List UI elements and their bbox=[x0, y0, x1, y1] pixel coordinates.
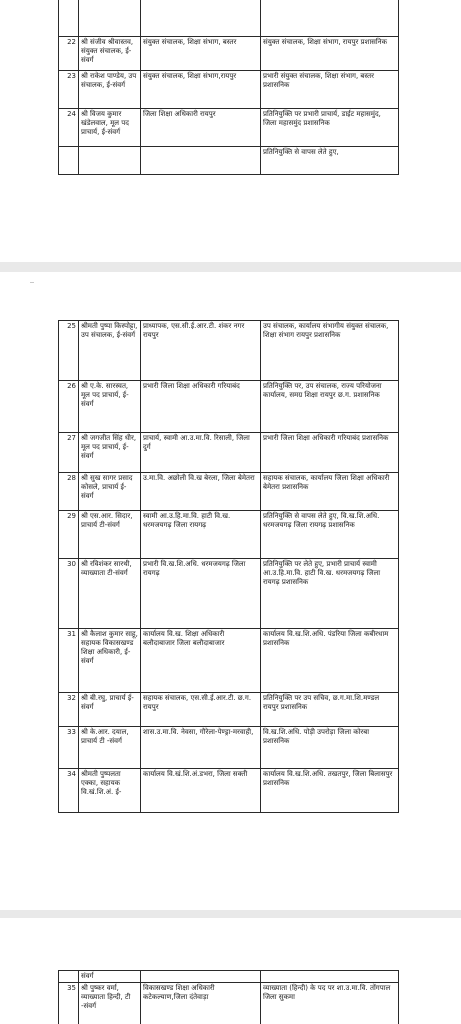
officer-name-cell: संवर्ग bbox=[79, 971, 141, 983]
table-row bbox=[59, 983, 399, 1024]
current-post-cell bbox=[141, 0, 261, 37]
officer-name-cell: श्रीमती पुष्पा किस्पोट्टा, उप संचालक, ई-संवर्ग bbox=[79, 321, 141, 381]
new-post-cell: प्रतिनियुक्ति से वापस लेते हुए, bbox=[261, 147, 399, 175]
row-number: 22 bbox=[59, 37, 79, 71]
row-number: 33 bbox=[59, 727, 79, 769]
row-number: 34 bbox=[59, 769, 79, 813]
officer-name-cell: श्री रविशंकर सारथी, व्याख्याता टी-संवर्ग bbox=[79, 559, 141, 629]
row-number: 27 bbox=[59, 433, 79, 473]
officer-name-cell: श्री सुख सागर प्रसाद कोसले, प्राचार्य ई-संवर्ग bbox=[79, 473, 141, 511]
current-post-cell bbox=[141, 971, 261, 983]
current-post-cell: संयुक्त संचालक, शिक्षा संभाग,रायपुर bbox=[141, 71, 261, 109]
table-row bbox=[59, 473, 399, 511]
officer-name-cell: श्री संजीव श्रीवास्तव, संयुक्त संचालक, ई-संवर्ग bbox=[79, 37, 141, 71]
current-post-cell: शास.उ.मा.वि. नेवसा, गौरेला-पेण्ड्रा-मरवाही, bbox=[141, 727, 261, 769]
officer-name-cell: श्री जगजीत सिंह धीर, मूल पद प्राचार्य, ई- संवर्ग bbox=[79, 433, 141, 473]
new-post-cell: कार्यालय वि.ख.शि.अधि. तखतपुर, जिला बिलासपुर प्रशासनिक bbox=[261, 769, 399, 813]
document-page-2 bbox=[0, 272, 461, 910]
current-post-cell: संयुक्त संचालक, शिक्षा संभाग, बस्तर bbox=[141, 37, 261, 71]
row-number bbox=[59, 147, 79, 175]
officer-name-cell: श्री बी.रघु, प्राचार्य ई-संवर्ग bbox=[79, 693, 141, 727]
current-post-cell: स्वामी आ.उ.हि.मा.वि. हाटी वि.ख. धरमजयगढ़ जिला रायगढ़ bbox=[141, 511, 261, 559]
current-post-cell: प्रभारी जिला शिक्षा अधिकारी गरियाबंद bbox=[141, 381, 261, 433]
new-post-cell: कार्यालय वि.ख.शि.अधि. पंडरिया जिला कबीरधाम प्रशासनिक bbox=[261, 629, 399, 693]
new-post-cell bbox=[261, 971, 399, 983]
current-post-cell: जिला शिक्षा अधिकारी रायपुर bbox=[141, 109, 261, 147]
new-post-cell: प्रतिनियुक्ति पर प्रभारी प्राचार्य, डाईट महासमुंद, जिला महासमुंद प्रशासनिक bbox=[261, 109, 399, 147]
new-post-cell: उप संचालक, कार्यालय संभागीय संयुक्त संचालक, शिक्षा संभाग रायपुर प्रशासनिक bbox=[261, 321, 399, 381]
new-post-cell: व्याख्याता (हिन्दी) के पद पर शा.उ.मा.वि. तोंगपाल जिला सुकमा bbox=[261, 983, 399, 1024]
table-row bbox=[59, 147, 399, 175]
table-row bbox=[59, 71, 399, 109]
row-number: 23 bbox=[59, 71, 79, 109]
table-row bbox=[59, 0, 399, 37]
new-post-cell: वि.ख.शि.अधि. पोड़ी उपरोड़ा जिला कोरबा प्रशासनिक bbox=[261, 727, 399, 769]
current-post-cell: कार्यालय वि.खं.शि.अं.डभरा, जिला सक्ती bbox=[141, 769, 261, 813]
transfer-table-page-3 bbox=[58, 970, 399, 1024]
document-page-1 bbox=[0, 0, 461, 262]
scan-mark bbox=[30, 282, 34, 283]
table-row bbox=[59, 971, 399, 983]
current-post-cell: प्रभारी वि.ख.शि.अधि. धरमजयगढ़ जिला रायगढ़ bbox=[141, 559, 261, 629]
table-row bbox=[59, 629, 399, 693]
current-post-cell: सहायक संचालक, एस.सी.ई.आर.टी. छ.ग. रायपुर bbox=[141, 693, 261, 727]
page-gap bbox=[0, 910, 461, 918]
table-row bbox=[59, 559, 399, 629]
new-post-cell: प्रतिनियुक्ति पर, उप संचालक, राज्य परियोजना कार्यालय, समग्र शिक्षा रायपुर छ.ग. प्रशासनिक bbox=[261, 381, 399, 433]
transfer-table-page-1 bbox=[58, 0, 399, 175]
table-row bbox=[59, 511, 399, 559]
officer-name-cell: श्री एस.आर. सिदार, प्राचार्य टी-संवर्ग bbox=[79, 511, 141, 559]
officer-name-cell: श्री के.आर. दयाल, प्राचार्य टी -संवर्ग bbox=[79, 727, 141, 769]
current-post-cell: प्राध्यापक, एस.सी.ई.आर.टी. शंकर नगर रायपुर bbox=[141, 321, 261, 381]
new-post-cell: प्रतिनियुक्ति से वापस लेते हुए, वि.ख.शि.अधि. धरमजयगढ़ जिला रायगढ़ प्रशासनिक bbox=[261, 511, 399, 559]
new-post-cell: प्रभारी संयुक्त संचालक, शिक्षा संभाग, बस्तर प्रशासनिक bbox=[261, 71, 399, 109]
new-post-cell: प्रभारी जिला शिक्षा अधिकारी गरियाबंद प्रशासनिक bbox=[261, 433, 399, 473]
new-post-cell bbox=[261, 0, 399, 37]
table-row bbox=[59, 109, 399, 147]
table-row bbox=[59, 727, 399, 769]
officer-name-cell: श्री पुष्कर वर्मा, व्याख्याता हिन्दी, टी -संवर्ग bbox=[79, 983, 141, 1024]
new-post-cell: प्रतिनियुक्ति पर लेते हुए, प्रभारी प्राचार्य स्वामी आ.उ.हि.मा.वि. हाटी वि.ख. धरमजयगढ़ जिला रायगढ़ प्रशासनिक bbox=[261, 559, 399, 629]
row-number: 32 bbox=[59, 693, 79, 727]
row-number: 28 bbox=[59, 473, 79, 511]
row-number bbox=[59, 0, 79, 37]
row-number: 35 bbox=[59, 983, 79, 1024]
officer-name-cell bbox=[79, 0, 141, 37]
row-number: 24 bbox=[59, 109, 79, 147]
new-post-cell: संयुक्त संचालक, शिक्षा संभाग, रायपुर प्रशासनिक bbox=[261, 37, 399, 71]
officer-name-cell: श्री कैलाश कुमार साहू, सहायक विकासखण्ड शिक्षा अधिकारी, ई-संवर्ग bbox=[79, 629, 141, 693]
transfer-table-page-2 bbox=[58, 320, 399, 813]
officer-name-cell: श्री विजय कुमार खंडेलवाल, मूल पद प्राचार्य, ई-संवर्ग bbox=[79, 109, 141, 147]
table-row bbox=[59, 433, 399, 473]
table-row bbox=[59, 693, 399, 727]
table-row bbox=[59, 381, 399, 433]
officer-name-cell: श्री ए.के. सारस्वत, मूल पद प्राचार्य, ई-संवर्ग bbox=[79, 381, 141, 433]
page-gap bbox=[0, 262, 461, 272]
current-post-cell: प्राचार्य, स्वामी आ.उ.मा.वि. रिसाली, जिला दुर्ग bbox=[141, 433, 261, 473]
current-post-cell: उ.मा.वि. अछोली वि.ख बेरला, जिला बेमेतरा bbox=[141, 473, 261, 511]
table-row bbox=[59, 321, 399, 381]
row-number: 26 bbox=[59, 381, 79, 433]
row-number: 25 bbox=[59, 321, 79, 381]
current-post-cell: विकासखण्ड शिक्षा अधिकारी कटेकल्याण,जिला दंतेवाड़ा bbox=[141, 983, 261, 1024]
current-post-cell: कार्यालय वि.ख. शिक्षा अधिकारी बलौदाबाजार जिला बलौदाबाजार bbox=[141, 629, 261, 693]
officer-name-cell bbox=[79, 147, 141, 175]
current-post-cell bbox=[141, 147, 261, 175]
row-number: 30 bbox=[59, 559, 79, 629]
officer-name-cell: श्री राकेश पाण्डेय, उप संचालक, ई-संवर्ग bbox=[79, 71, 141, 109]
table-row bbox=[59, 37, 399, 71]
table-row bbox=[59, 769, 399, 813]
row-number: 29 bbox=[59, 511, 79, 559]
new-post-cell: प्रतिनियुक्ति पर उप सचिव, छ.ग.मा.शि.मण्डल रायपुर प्रशासनिक bbox=[261, 693, 399, 727]
row-number bbox=[59, 971, 79, 983]
officer-name-cell: श्रीमती पुष्पलता एक्का, सहायक वि.खं.शि.अं. ई- bbox=[79, 769, 141, 813]
new-post-cell: सहायक संचालक, कार्यालय जिला शिक्षा अधिकारी बेमेतरा प्रशासनिक bbox=[261, 473, 399, 511]
row-number: 31 bbox=[59, 629, 79, 693]
document-page-3 bbox=[0, 918, 461, 1024]
